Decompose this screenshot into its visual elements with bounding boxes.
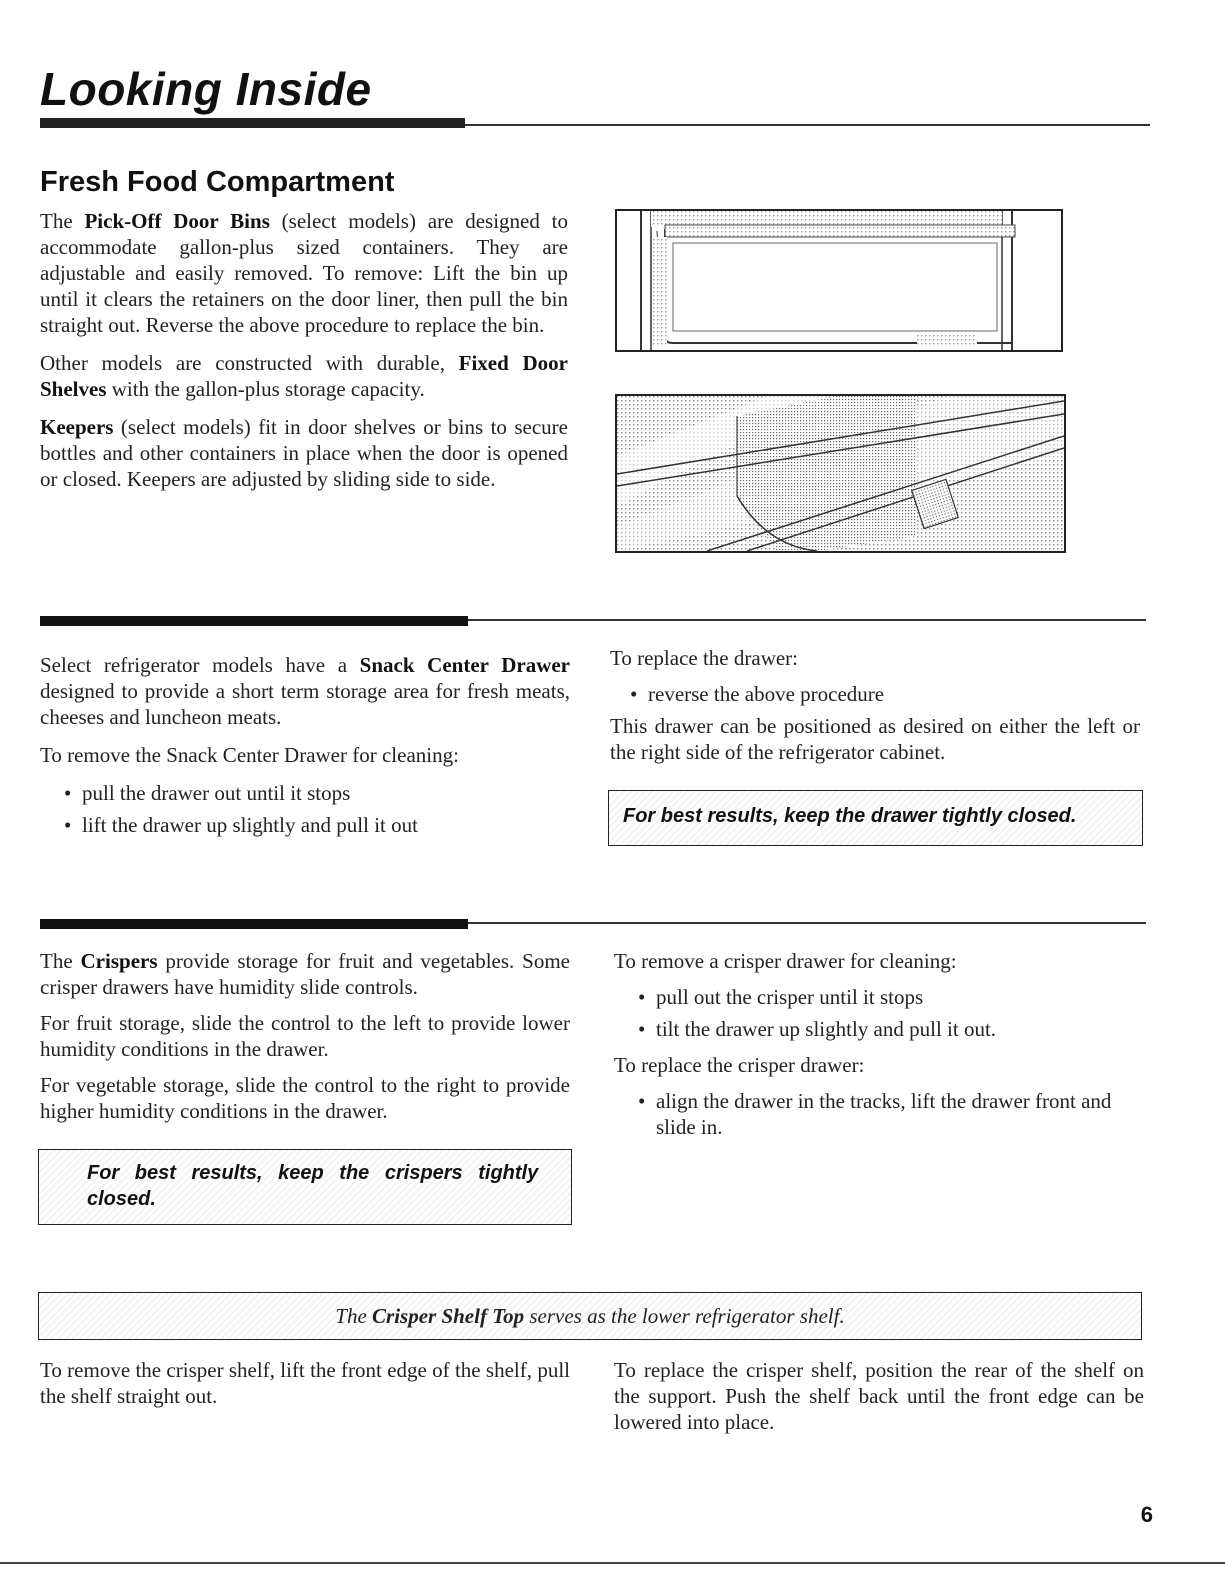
page-title: Looking Inside <box>40 63 372 115</box>
section-title: Fresh Food Compartment <box>40 166 395 198</box>
crisper-shelf-note-box <box>38 1292 1142 1340</box>
snack-callout-box <box>608 790 1143 846</box>
door-bin-drawing <box>617 211 1061 350</box>
snack-center-left <box>40 652 570 838</box>
list-item: • pull out the crisper until it stops <box>638 984 1144 1010</box>
snack-replace-steps <box>630 681 1140 707</box>
door-bin-illustration <box>615 209 1063 352</box>
crispers-callout-text: For best results, keep the crispers tightly closed. <box>87 1162 539 1210</box>
crisper-replace-steps <box>638 1088 1144 1140</box>
crisper-shelf-replace-text: To replace the crisper shelf, position the rear of the shelf on the support. Push the shelf back until the front edge can be lowered into place. <box>614 1358 1144 1434</box>
snack-remove-steps <box>64 780 570 838</box>
list-item: • reverse the above procedure <box>630 681 1140 707</box>
snack-replace-intro: To replace the drawer: <box>610 646 799 670</box>
section-divider-accent <box>40 616 468 626</box>
crispers-right <box>614 948 1144 1140</box>
bottom-rule <box>0 1562 1225 1564</box>
title-rule-accent <box>40 118 465 128</box>
crisper-shelf-remove-text: To remove the crisper shelf, lift the front edge of the shelf, pull the shelf straight out. <box>40 1358 570 1408</box>
crisper-shelf-replace <box>614 1357 1144 1435</box>
list-item: • align the drawer in the tracks, lift the drawer front and slide in. <box>638 1088 1144 1140</box>
page-number: 6 <box>1140 1502 1153 1527</box>
keeper-illustration <box>615 394 1066 553</box>
crispers-left <box>40 948 570 1124</box>
crisper-shelf-note: The Crisper Shelf Top serves as the lower refrigerator shelf. <box>335 1304 845 1328</box>
crispers-paragraph: The Crispers provide storage for fruit and vegetables. Some crisper drawers have humidity slide controls. <box>40 949 570 999</box>
list-item: • pull the drawer out until it stops <box>64 780 570 806</box>
list-item: • tilt the drawer up slightly and pull it out. <box>638 1016 1144 1042</box>
crisper-replace-intro: To replace the crisper drawer: <box>614 1053 865 1077</box>
snack-center-right <box>610 645 1140 765</box>
crisper-shelf-remove <box>40 1357 570 1409</box>
snack-remove-intro: To remove the Snack Center Drawer for cleaning: <box>40 743 459 767</box>
door-bins-paragraph: The Pick-Off Door Bins (select models) are designed to accommodate gallon-plus sized containers. They are adjustable and easily removed. To remove: Lift the bin up until it clears the retainers on the door liner, then pull the bin straight out. Reverse the above procedure to replace the bin. <box>40 209 568 337</box>
fruit-storage-paragraph: For fruit storage, slide the control to the left to provide lower humidity conditions in the drawer. <box>40 1011 570 1061</box>
crispers-callout-box <box>38 1149 572 1225</box>
snack-position-note: This drawer can be positioned as desired on either the left or the right side of the refrigerator cabinet. <box>610 714 1140 764</box>
keepers-paragraph: Keepers (select models) fit in door shelves or bins to secure bottles and other containers in place when the door is opened or closed. Keepers are adjusted by sliding side to side. <box>40 415 568 491</box>
snack-callout-text: For best results, keep the drawer tightly closed. <box>623 805 1077 827</box>
vegetable-storage-paragraph: For vegetable storage, slide the control to the right to provide higher humidity conditions in the drawer. <box>40 1073 570 1123</box>
snack-center-paragraph: Select refrigerator models have a Snack Center Drawer designed to provide a short term storage area for fresh meats, cheeses and luncheon meats. <box>40 653 570 729</box>
section-divider-accent <box>40 919 468 929</box>
keeper-drawing <box>617 396 1064 551</box>
crisper-remove-intro: To remove a crisper drawer for cleaning: <box>614 949 957 973</box>
door-bins-text <box>40 208 568 492</box>
fixed-shelves-paragraph: Other models are constructed with durable, Fixed Door Shelves with the gallon-plus storage capacity. <box>40 351 568 401</box>
list-item: • lift the drawer up slightly and pull it out <box>64 812 570 838</box>
crisper-remove-steps <box>638 984 1144 1042</box>
